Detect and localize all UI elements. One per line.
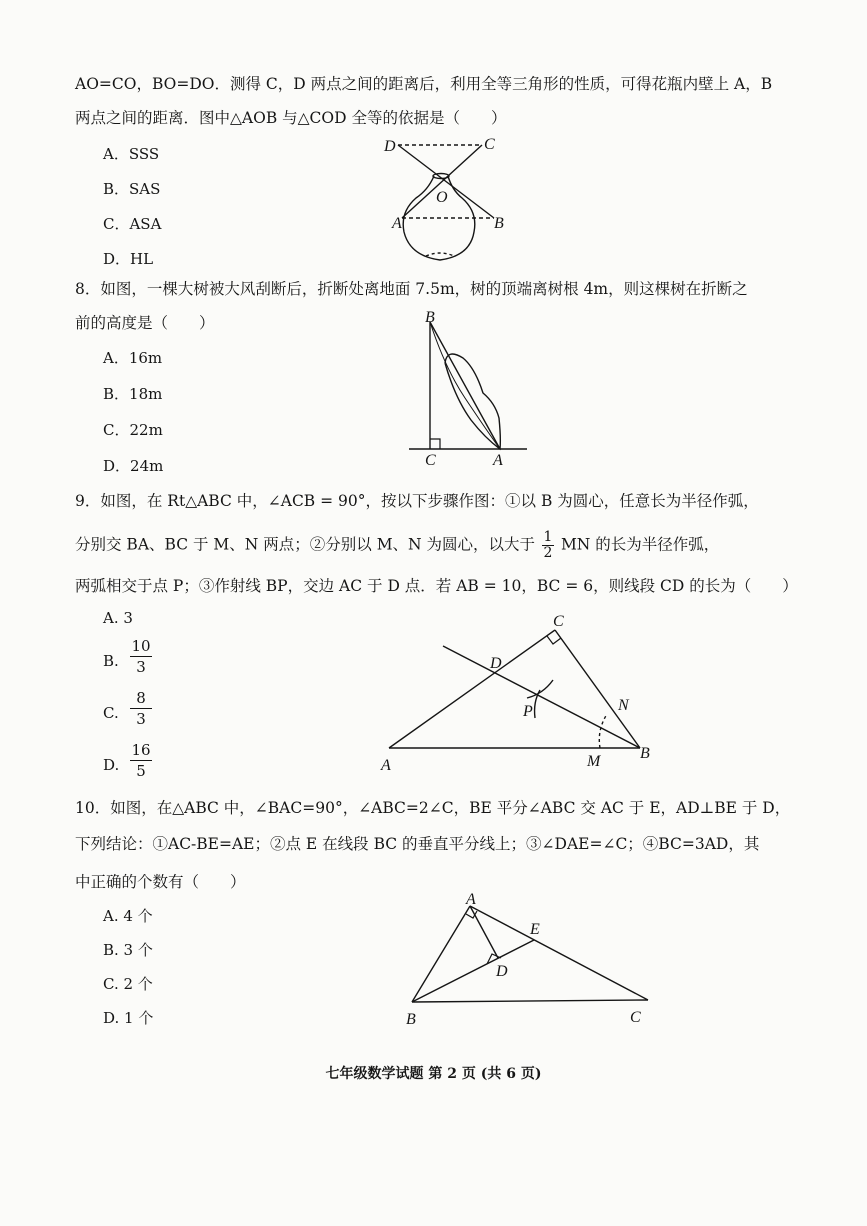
q10-label-e: E (530, 921, 540, 938)
q8-right-angle-mark (430, 439, 440, 449)
q10-label-d: D (496, 963, 508, 980)
q10-option-c[interactable]: C. 2 个 (103, 975, 153, 993)
q9-option-a[interactable]: A. 3 (103, 609, 133, 627)
q7-option-c[interactable]: C．ASA (103, 215, 162, 233)
q9-label-d: D (490, 655, 502, 672)
q9-option-b-denominator: 3 (136, 658, 146, 676)
q9-text-line2 (75, 530, 719, 561)
q9-text-line2-part1: 分别交 BA、BC 于 M、N 两点；②分别以 M、N 为圆心，以大于 (75, 535, 536, 554)
q9-half-fraction (542, 530, 554, 561)
q9-side-cb (555, 630, 640, 748)
q9-half-numerator: 1 (543, 529, 553, 545)
q7-label-d: D (384, 138, 396, 155)
q9-option-b-bar (130, 656, 152, 657)
q9-option-c-bar (130, 708, 152, 709)
q8-option-d[interactable]: D．24m (103, 457, 164, 475)
q9-ray-bp (443, 646, 640, 748)
q9-triangle-figure (375, 610, 665, 780)
q10-label-a: A (466, 891, 476, 908)
q9-option-c-label[interactable]: C. (103, 704, 119, 722)
q9-option-c-denominator: 3 (136, 710, 146, 728)
q9-text-line3: 两弧相交于点 P；③作射线 BP，交边 AC 于 D 点．若 AB = 10，BC = 6，则线段 CD 的长为（ ） (75, 577, 798, 595)
q7-label-a: A (392, 215, 402, 232)
q9-option-b-numerator: 10 (131, 637, 151, 655)
q10-option-a[interactable]: A. 4 个 (103, 907, 153, 925)
q7-vase-figure (370, 132, 510, 272)
q8-option-a[interactable]: A．16m (103, 349, 163, 367)
q8-option-b[interactable]: B．18m (103, 385, 163, 403)
q7-label-c: C (484, 136, 495, 153)
q9-right-angle-mark (547, 636, 561, 644)
page-footer: 七年级数学试题 第 2 页 (共 6 页) (325, 1066, 542, 1082)
q9-label-a: A (381, 757, 391, 774)
q7-text-line1: AO=CO，BO=DO．测得 C，D 两点之间的距离后，利用全等三角形的性质，可得花瓶内壁上 A，B (75, 75, 773, 93)
q9-side-ac (389, 630, 555, 748)
q9-option-b-label[interactable]: B. (103, 652, 119, 670)
q10-text-line2: 下列结论：①AC-BE=AE；②点 E 在线段 BC 的垂直平分线上；③∠DAE=∠C；④BC=3AD，其 (75, 835, 760, 853)
q9-option-c-numerator: 8 (136, 689, 146, 707)
q9-label-p: P (523, 703, 533, 720)
q10-text-line3: 中正确的个数有（ ） (75, 873, 246, 891)
q10-label-b: B (406, 1011, 416, 1028)
q9-option-d-fraction (128, 741, 154, 780)
q7-option-a[interactable]: A．SSS (103, 145, 160, 163)
q10-option-b[interactable]: B. 3 个 (103, 941, 153, 959)
q10-triangle-figure (400, 882, 662, 1032)
q7-option-d[interactable]: D．HL (103, 250, 154, 268)
q10-text-line1: 10．如图，在△ABC 中，∠BAC=90°，∠ABC=2∠C，BE 平分∠ABC 交 AC 于 E，AD⊥BE 于 D， (75, 799, 791, 817)
q8-text-line1: 8．如图，一棵大树被大风刮断后，折断处离地面 7.5m，树的顶端离树根 4m，则这棵树在折断之 (75, 280, 748, 298)
q9-option-b-fraction (128, 637, 154, 676)
q8-label-b: B (425, 309, 435, 326)
q8-tree-figure (405, 308, 530, 468)
q10-label-c: C (630, 1009, 641, 1026)
q9-option-d-denominator: 5 (136, 762, 146, 780)
q9-label-c: C (553, 613, 564, 630)
q7-label-o: O (436, 189, 448, 206)
q7-option-b[interactable]: B．SAS (103, 180, 161, 198)
q8-label-a: A (493, 452, 503, 468)
q9-arc-from-m (527, 680, 553, 698)
q7-segment-db (398, 145, 494, 218)
q8-fallen-ba (430, 322, 500, 449)
q7-label-b: B (494, 215, 504, 232)
q8-option-c[interactable]: C．22m (103, 421, 163, 439)
q9-text-line1: 9．如图，在 Rt△ABC 中，∠ACB = 90°，按以下步骤作图：①以 B 为圆心，任意长为半径作弧， (75, 492, 759, 510)
q9-label-b: B (640, 745, 650, 762)
q9-half-denominator: 2 (543, 545, 553, 561)
q9-label-n: N (618, 697, 629, 714)
q7-vase-base (426, 253, 454, 256)
q8-label-c: C (425, 452, 436, 468)
q9-label-m: M (587, 753, 601, 770)
q8-text-line2: 前的高度是（ ） (75, 314, 215, 332)
q9-text-line2-part2: MN 的长为半径作弧， (560, 535, 720, 554)
q9-option-d-label[interactable]: D. (103, 756, 120, 774)
q9-option-d-bar (130, 760, 152, 761)
q10-side-bc (412, 1000, 648, 1002)
q10-side-ac (470, 906, 648, 1000)
q7-text-line2: 两点之间的距离．图中△AOB 与△COD 全等的依据是（ ） (75, 109, 507, 127)
q9-option-d-numerator: 16 (131, 741, 151, 759)
q10-option-d[interactable]: D. 1 个 (103, 1009, 154, 1027)
q9-option-c-fraction (128, 689, 154, 728)
